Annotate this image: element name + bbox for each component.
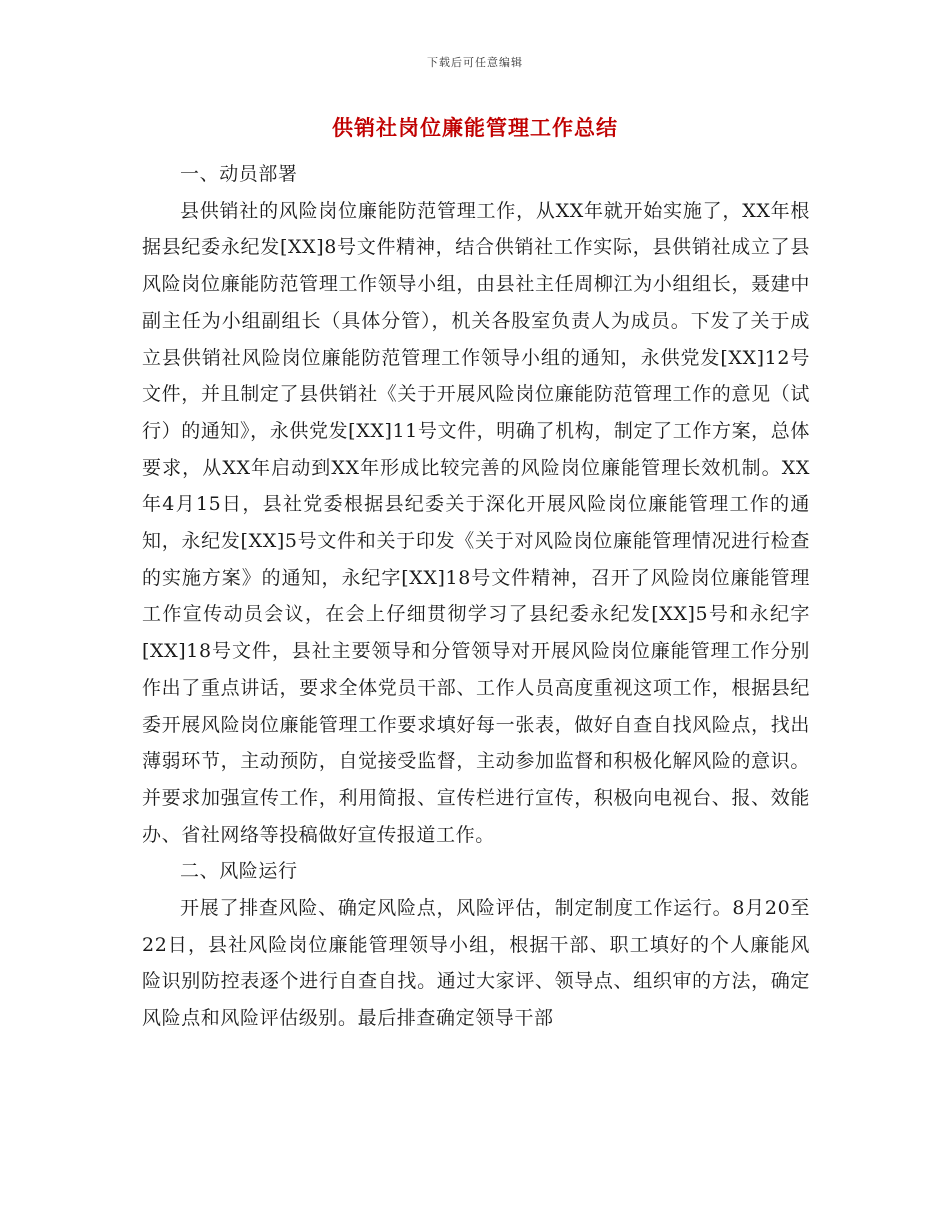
section-paragraph-1: 县供销社的风险岗位廉能防范管理工作，从XX年就开始实施了，XX年根据县纪委永纪发[XX]8号文件精神，结合供销社工作实际，县供销社成立了县风险岗位廉能防范管理工作领导小组，由县社主任周柳江为小组组长，聂建中副主任为小组副组长（具体分管），机关各股室负责人为成员。下发了关于成立县供销社风险岗位廉能防范管理工作领导小组的通知，永供党发[XX]12号文件，并且制定了县供销社《关于开展风险岗位廉能防范管理工作的意见（试行）的通知》，永供党发[XX]11号文件，明确了机构，制定了工作方案，总体要求，从XX年启动到XX年形成比较完善的风险岗位廉能管理长效机制。XX年4月15日，县社党委根据县纪委关于深化开展风险岗位廉能管理工作的通知，永纪发[XX]5号文件和关于印发《关于对风险岗位廉能管理情况进行检查的实施方案》的通知，永纪字[XX]18号文件精神，召开了风险岗位廉能管理工作宣传动员会议，在会上仔细贯彻学习了县纪委永纪发[XX]5号和永纪字[XX]18号文件，县社主要领导和分管领导对开展风险岗位廉能管理工作分别作出了重点讲话，要求全体党员干部、工作人员高度重视这项工作，根据县纪委开展风险岗位廉能管理工作要求填好每一张表，做好自查自找风险点，找出薄弱环节，主动预防，自觉接受监督，主动参加监督和积极化解风险的意识。并要求加强宣传工作，利用简报、宣传栏进行宣传，积极向电视台、报、效能办、省社网络等投稿做好宣传报道工作。 xyxy=(142,199,810,846)
document-title: 供销社岗位廉能管理工作总结 xyxy=(332,116,618,140)
section-paragraph-2: 开展了排查风险、确定风险点，风险评估，制定制度工作运行。8月20至22日，县社风险岗位廉能管理领导小组，根据干部、职工填好的个人廉能风险识别防控表逐个进行自查自找。通过大家评、领导点、组织审的方法，确定风险点和风险评估级别。最后排查确定领导干部 xyxy=(142,897,810,1030)
document-body xyxy=(142,156,810,1037)
section-heading-2: 二、风险运行 xyxy=(180,860,298,883)
header-note: 下载后可任意编辑 xyxy=(427,56,523,69)
section-heading-1: 一、动员部署 xyxy=(180,163,298,185)
